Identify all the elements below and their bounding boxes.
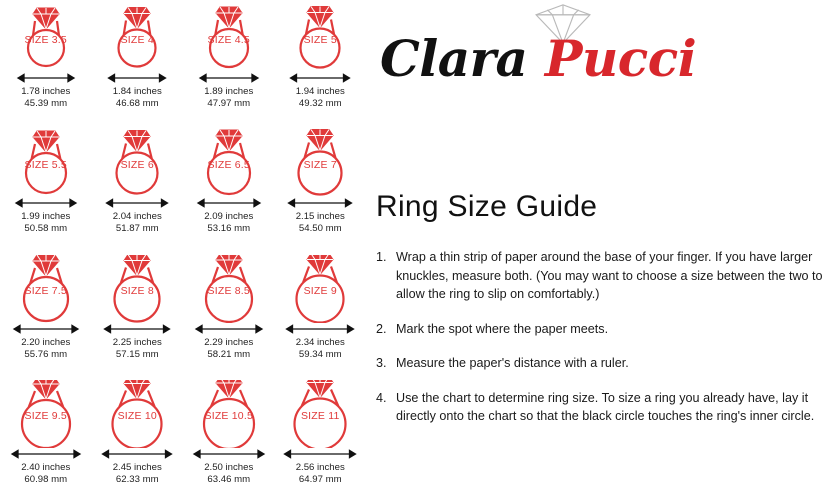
ring-size-label: SIZE 11 bbox=[300, 409, 340, 422]
ring-measurement bbox=[275, 462, 367, 486]
diameter-arrow-icon bbox=[192, 323, 266, 335]
step-number: 3. bbox=[376, 356, 387, 370]
ring-size-label: SIZE 9 bbox=[303, 284, 337, 297]
diameter-arrow-icon bbox=[192, 448, 266, 460]
measurement-mm: 63.46 mm bbox=[207, 473, 251, 485]
measurement-mm: 49.32 mm bbox=[298, 98, 342, 110]
ring-measurement bbox=[92, 86, 184, 110]
measurement-mm: 55.76 mm bbox=[24, 348, 68, 360]
diameter-arrow-icon bbox=[192, 197, 266, 209]
ring-size-cell bbox=[0, 376, 92, 501]
ring-size-label: SIZE 8.5 bbox=[207, 284, 250, 297]
ring-size-cell bbox=[183, 125, 275, 250]
ring-size-cell bbox=[0, 0, 92, 125]
ring-size-label: SIZE 5 bbox=[303, 34, 337, 46]
diameter-arrow-icon bbox=[283, 72, 357, 84]
measurement-inches: 2.04 inches bbox=[112, 211, 162, 223]
measurement-inches: 2.20 inches bbox=[21, 336, 71, 348]
ring-measurement bbox=[92, 337, 184, 361]
diameter-arrow-icon bbox=[9, 197, 83, 209]
brand-wordmark bbox=[380, 26, 835, 96]
step-text: Wrap a thin strip of paper around the base of your finger. If you have larger knuckles, measure both. (You may want to choose a size between the two to allow the ring to slip on comfortably.) bbox=[396, 250, 823, 301]
ring-illustration bbox=[190, 380, 268, 448]
step-text: Mark the spot where the paper meets. bbox=[396, 321, 609, 336]
ring-illustration bbox=[190, 4, 268, 72]
ring-illustration bbox=[281, 129, 359, 197]
ring-size-cell bbox=[0, 125, 92, 250]
measurement-inches: 1.99 inches bbox=[21, 211, 71, 223]
ring-illustration bbox=[98, 4, 176, 72]
ring-size-cell bbox=[275, 0, 367, 125]
ring-size-label: SIZE 10 bbox=[117, 409, 157, 422]
ring-measurement bbox=[183, 211, 275, 235]
ring-illustration bbox=[7, 380, 85, 448]
measurement-inches: 1.89 inches bbox=[204, 86, 254, 97]
measurement-mm: 57.15 mm bbox=[115, 348, 159, 360]
ring-size-cell bbox=[92, 251, 184, 376]
ring-illustration bbox=[98, 380, 176, 448]
measurement-mm: 62.33 mm bbox=[115, 473, 159, 485]
diameter-arrow-icon bbox=[9, 448, 83, 460]
brand-name-second: Pucci bbox=[544, 29, 697, 88]
brand-logo bbox=[374, 0, 834, 105]
measurement-mm: 47.97 mm bbox=[207, 98, 251, 110]
instruction-step bbox=[376, 320, 828, 339]
brand-name-first: Clara bbox=[380, 29, 528, 88]
ring-illustration bbox=[98, 255, 176, 323]
measurement-mm: 51.87 mm bbox=[115, 223, 159, 235]
ring-measurement bbox=[0, 337, 92, 361]
diameter-arrow-icon bbox=[192, 72, 266, 84]
measurement-inches: 2.40 inches bbox=[21, 461, 71, 473]
ring-size-label: SIZE 6 bbox=[120, 159, 154, 172]
page-title: Ring Size Guide bbox=[376, 190, 598, 223]
step-number: 1. bbox=[376, 250, 387, 264]
diameter-arrow-icon bbox=[9, 72, 83, 84]
ring-size-label: SIZE 7 bbox=[303, 159, 337, 172]
ring-illustration bbox=[98, 129, 176, 197]
ring-size-label: SIZE 9.5 bbox=[24, 409, 67, 422]
ring-size-grid bbox=[0, 0, 366, 501]
ring-size-cell bbox=[92, 0, 184, 125]
step-number: 4. bbox=[376, 390, 387, 405]
step-number: 2. bbox=[376, 321, 387, 336]
ring-size-cell bbox=[275, 376, 367, 501]
measurement-inches: 2.29 inches bbox=[204, 336, 254, 348]
measurement-mm: 46.68 mm bbox=[115, 98, 159, 110]
ring-measurement bbox=[183, 462, 275, 486]
ring-illustration bbox=[281, 380, 359, 448]
ring-size-label: SIZE 10.5 bbox=[204, 409, 253, 422]
ring-measurement bbox=[0, 86, 92, 110]
ring-size-label: SIZE 4 bbox=[120, 34, 154, 46]
ring-size-label: SIZE 4.5 bbox=[207, 34, 250, 46]
instruction-step bbox=[376, 354, 828, 373]
instruction-step bbox=[376, 389, 828, 426]
step-text: Use the chart to determine ring size. To size a ring you already have, lay it directly onto the chart so that the black circle touches the ring's inner circle. bbox=[396, 390, 815, 423]
measurement-inches: 2.09 inches bbox=[204, 211, 254, 223]
measurement-inches: 2.15 inches bbox=[295, 211, 345, 223]
step-text: Measure the paper's distance with a ruler. bbox=[396, 356, 629, 370]
ring-measurement bbox=[0, 211, 92, 235]
ring-measurement bbox=[183, 86, 275, 110]
measurement-mm: 50.58 mm bbox=[24, 223, 68, 235]
measurement-inches: 2.25 inches bbox=[112, 336, 162, 348]
ring-illustration bbox=[190, 255, 268, 323]
measurement-mm: 60.98 mm bbox=[24, 473, 68, 485]
ring-size-label: SIZE 5.5 bbox=[24, 159, 67, 172]
ring-size-cell bbox=[92, 376, 184, 501]
instruction-step bbox=[376, 248, 828, 304]
measurement-mm: 54.50 mm bbox=[298, 223, 342, 235]
diameter-arrow-icon bbox=[100, 197, 174, 209]
measurement-mm: 45.39 mm bbox=[24, 98, 68, 110]
measurement-inches: 2.45 inches bbox=[112, 461, 162, 473]
ring-size-label: SIZE 6.5 bbox=[207, 159, 250, 172]
ring-size-cell bbox=[0, 251, 92, 376]
ring-size-label: SIZE 8 bbox=[120, 284, 154, 297]
diameter-arrow-icon bbox=[9, 323, 83, 335]
measurement-mm: 59.34 mm bbox=[298, 348, 342, 360]
ring-size-cell bbox=[183, 0, 275, 125]
ring-size-cell bbox=[275, 251, 367, 376]
measurement-inches: 2.50 inches bbox=[204, 461, 254, 473]
ring-size-cell bbox=[92, 125, 184, 250]
ring-measurement bbox=[275, 337, 367, 361]
diameter-arrow-icon bbox=[283, 323, 357, 335]
diameter-arrow-icon bbox=[100, 323, 174, 335]
ring-size-label: SIZE 3.5 bbox=[24, 34, 67, 46]
ring-illustration bbox=[7, 4, 85, 72]
ring-measurement bbox=[275, 86, 367, 110]
ring-illustration bbox=[281, 4, 359, 72]
measurement-inches: 1.84 inches bbox=[112, 86, 162, 97]
instructions-list bbox=[376, 248, 828, 442]
ring-measurement bbox=[92, 462, 184, 486]
ring-illustration bbox=[7, 255, 85, 323]
measurement-inches: 1.94 inches bbox=[295, 86, 345, 97]
ring-illustration bbox=[281, 255, 359, 323]
diameter-arrow-icon bbox=[283, 197, 357, 209]
right-panel bbox=[366, 0, 839, 501]
ring-measurement bbox=[0, 462, 92, 486]
measurement-inches: 2.34 inches bbox=[295, 336, 345, 348]
diameter-arrow-icon bbox=[100, 448, 174, 460]
ring-illustration bbox=[190, 129, 268, 197]
measurement-mm: 64.97 mm bbox=[298, 473, 342, 485]
measurement-mm: 53.16 mm bbox=[207, 223, 251, 235]
ring-measurement bbox=[275, 211, 367, 235]
ring-measurement bbox=[183, 337, 275, 361]
measurement-inches: 2.56 inches bbox=[295, 461, 345, 473]
ring-size-cell bbox=[275, 125, 367, 250]
ring-size-cell bbox=[183, 251, 275, 376]
measurement-mm: 58.21 mm bbox=[207, 348, 251, 360]
ring-size-label: SIZE 7.5 bbox=[24, 284, 67, 297]
ring-illustration bbox=[7, 129, 85, 197]
ring-measurement bbox=[92, 211, 184, 235]
measurement-inches: 1.78 inches bbox=[21, 86, 71, 97]
ring-size-cell bbox=[183, 376, 275, 501]
diameter-arrow-icon bbox=[283, 448, 357, 460]
diameter-arrow-icon bbox=[100, 72, 174, 84]
